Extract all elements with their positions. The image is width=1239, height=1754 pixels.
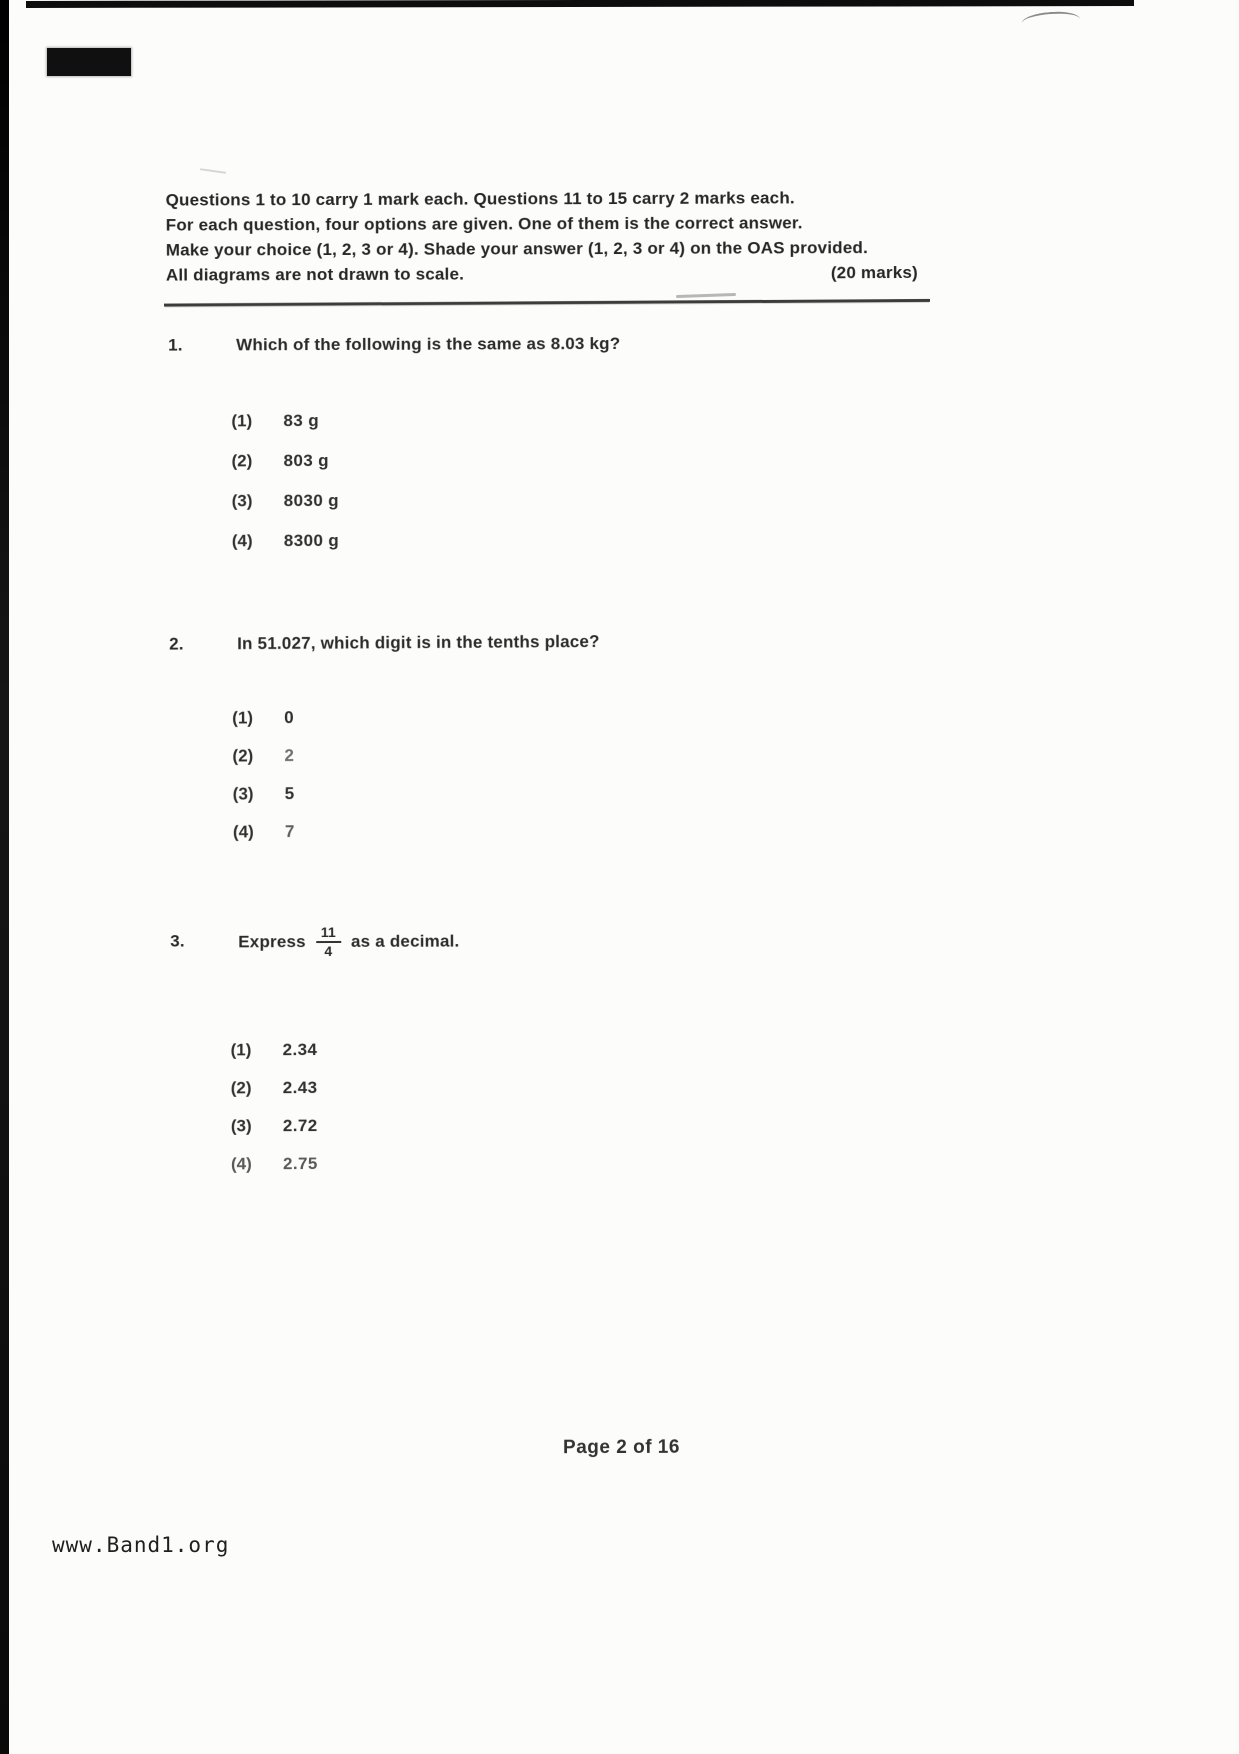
marks-total: (20 marks) bbox=[830, 262, 918, 283]
option-label: (4) bbox=[232, 822, 254, 842]
option-value: 7 bbox=[284, 822, 295, 842]
instructions-block bbox=[166, 185, 918, 288]
option-label: (3) bbox=[232, 784, 254, 804]
option-label: (2) bbox=[232, 746, 254, 766]
option-row bbox=[233, 784, 295, 822]
option-row bbox=[232, 531, 339, 571]
question-3-options bbox=[231, 1040, 318, 1192]
question-1-text: Which of the following is the same as 8.03 kg? bbox=[236, 333, 621, 355]
option-value: 0 bbox=[284, 708, 295, 728]
question-1 bbox=[168, 333, 928, 362]
question-3-text bbox=[238, 925, 459, 960]
option-value: 5 bbox=[284, 784, 295, 804]
option-value: 2.72 bbox=[282, 1116, 318, 1136]
option-row bbox=[231, 1040, 318, 1078]
option-label: (1) bbox=[230, 1040, 252, 1060]
fraction bbox=[316, 925, 341, 959]
option-row bbox=[231, 1116, 318, 1154]
option-row bbox=[232, 746, 294, 784]
option-label: (4) bbox=[231, 531, 253, 551]
fraction-denominator: 4 bbox=[324, 943, 333, 960]
option-row bbox=[232, 451, 339, 491]
option-value: 2.34 bbox=[282, 1040, 318, 1060]
option-value: 2 bbox=[284, 746, 295, 766]
option-value: 8300 g bbox=[283, 530, 340, 551]
page-number-footer: Page 2 of 16 bbox=[563, 1436, 680, 1459]
option-value: 83 g bbox=[283, 411, 320, 431]
question-3 bbox=[170, 923, 930, 974]
option-value: 2.75 bbox=[282, 1154, 318, 1174]
option-label: (3) bbox=[231, 491, 253, 511]
instructions-line-1: Questions 1 to 10 carry 1 mark each. Questions 11 to 15 carry 2 marks each. bbox=[165, 188, 795, 210]
instructions-line-3: Make your choice (1, 2, 3 or 4). Shade your answer (1, 2, 3 or 4) on the OAS provided. bbox=[165, 238, 868, 260]
option-label: (1) bbox=[231, 411, 253, 431]
option-value: 803 g bbox=[283, 451, 330, 471]
option-row bbox=[233, 822, 295, 860]
question-3-text-before: Express bbox=[238, 932, 306, 952]
question-1-options bbox=[231, 411, 339, 571]
option-row bbox=[231, 1078, 318, 1116]
question-1-number: 1. bbox=[168, 335, 183, 355]
question-2-options bbox=[232, 708, 295, 860]
watermark-text: www.Band1.org bbox=[52, 1533, 230, 1557]
question-2-text: In 51.027, which digit is in the tenths place? bbox=[237, 631, 600, 654]
option-row bbox=[232, 491, 339, 531]
question-3-text-after: as a decimal. bbox=[350, 931, 460, 951]
option-label: (2) bbox=[231, 451, 253, 471]
option-row bbox=[231, 1154, 318, 1192]
instructions-line-2: For each question, four options are given. One of them is the correct answer. bbox=[165, 213, 803, 235]
question-3-number: 3. bbox=[170, 931, 185, 951]
fraction-numerator: 11 bbox=[316, 925, 341, 943]
question-2-number: 2. bbox=[169, 634, 184, 654]
option-label: (4) bbox=[230, 1154, 252, 1174]
option-value: 8030 g bbox=[283, 490, 340, 511]
instructions-line-4-text: All diagrams are not drawn to scale. bbox=[165, 264, 465, 285]
instructions-line-4 bbox=[166, 260, 918, 288]
question-2 bbox=[169, 630, 929, 661]
option-row bbox=[232, 708, 294, 746]
option-label: (3) bbox=[230, 1116, 252, 1136]
divider-rule bbox=[164, 299, 930, 307]
option-label: (2) bbox=[230, 1078, 252, 1098]
option-row bbox=[231, 411, 338, 451]
option-value: 2.43 bbox=[282, 1078, 318, 1098]
option-label: (1) bbox=[232, 708, 254, 728]
